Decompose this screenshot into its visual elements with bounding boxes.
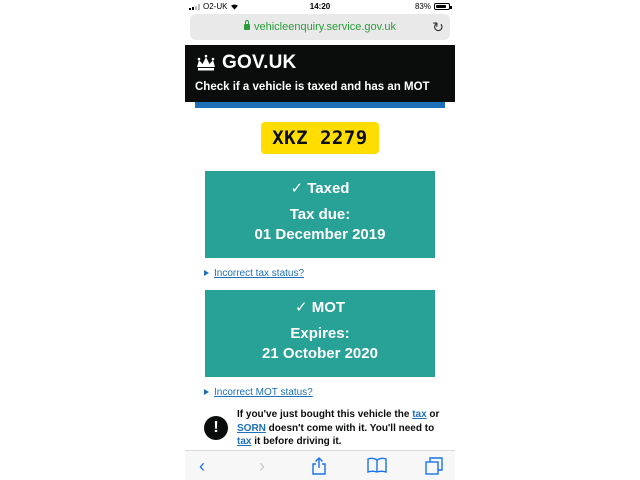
status-bar — [185, 0, 455, 12]
tax-link-2[interactable]: tax — [237, 436, 252, 447]
reload-icon[interactable]: ↻ — [432, 19, 444, 35]
status-time: 14:20 — [309, 2, 331, 11]
disclosure-triangle-icon — [204, 270, 209, 276]
tabs-icon[interactable] — [423, 457, 445, 475]
warning-text-part: or — [426, 409, 440, 420]
battery-icon — [434, 3, 450, 10]
tax-due-label: Tax due: — [289, 206, 351, 223]
crown-icon — [195, 54, 217, 72]
mot-expires-label: Expires: — [290, 325, 350, 342]
share-icon[interactable] — [308, 457, 330, 475]
back-button[interactable]: ‹ — [199, 456, 205, 476]
warning-message — [237, 408, 447, 449]
header-underline — [195, 102, 445, 108]
registration-plate: XKZ 2279 — [261, 122, 379, 154]
incorrect-mot-details[interactable] — [204, 387, 313, 398]
mot-expiry-date: 21 October 2020 — [262, 345, 378, 362]
battery-percent: 83% — [414, 2, 431, 11]
disclosure-triangle-icon — [204, 389, 209, 395]
incorrect-tax-link[interactable]: Incorrect tax status? — [214, 268, 305, 279]
url-text: vehicleenquiry.service.gov.uk — [253, 21, 397, 33]
warning-text-part: doesn't come with it. You'll need to — [265, 422, 435, 434]
url-display[interactable] — [190, 21, 450, 33]
mot-status-panel — [205, 290, 435, 377]
phone-screen — [185, 0, 455, 480]
warning-icon: ! — [204, 416, 228, 440]
address-bar[interactable] — [190, 14, 450, 40]
browser-toolbar — [185, 450, 455, 480]
carrier-name: O2-UK — [203, 2, 228, 11]
forward-button[interactable]: › — [259, 456, 265, 476]
tax-status-panel — [205, 171, 435, 258]
service-name[interactable]: Check if a vehicle is taxed and has an MOT — [195, 81, 430, 93]
status-right — [415, 2, 450, 11]
sorn-link[interactable]: SORN — [237, 422, 266, 434]
govuk-logo[interactable] — [195, 52, 296, 74]
govuk-header — [185, 45, 455, 102]
battery-fill — [436, 5, 446, 8]
tax-link[interactable]: tax — [412, 409, 427, 420]
bookmarks-icon[interactable] — [366, 457, 388, 475]
incorrect-tax-details[interactable] — [204, 268, 304, 279]
tax-due-date: 01 December 2019 — [254, 226, 386, 243]
warning-text-part: it before driving it. — [251, 436, 342, 447]
brand-name: GOV.UK — [222, 52, 297, 73]
warning-text-part: If you've just bought this vehicle the — [237, 409, 413, 420]
tax-status: ✓ Taxed — [290, 180, 350, 197]
lock-icon — [244, 24, 250, 30]
mot-status: ✓ MOT — [294, 299, 346, 316]
incorrect-mot-link[interactable]: Incorrect MOT status? — [214, 387, 313, 398]
